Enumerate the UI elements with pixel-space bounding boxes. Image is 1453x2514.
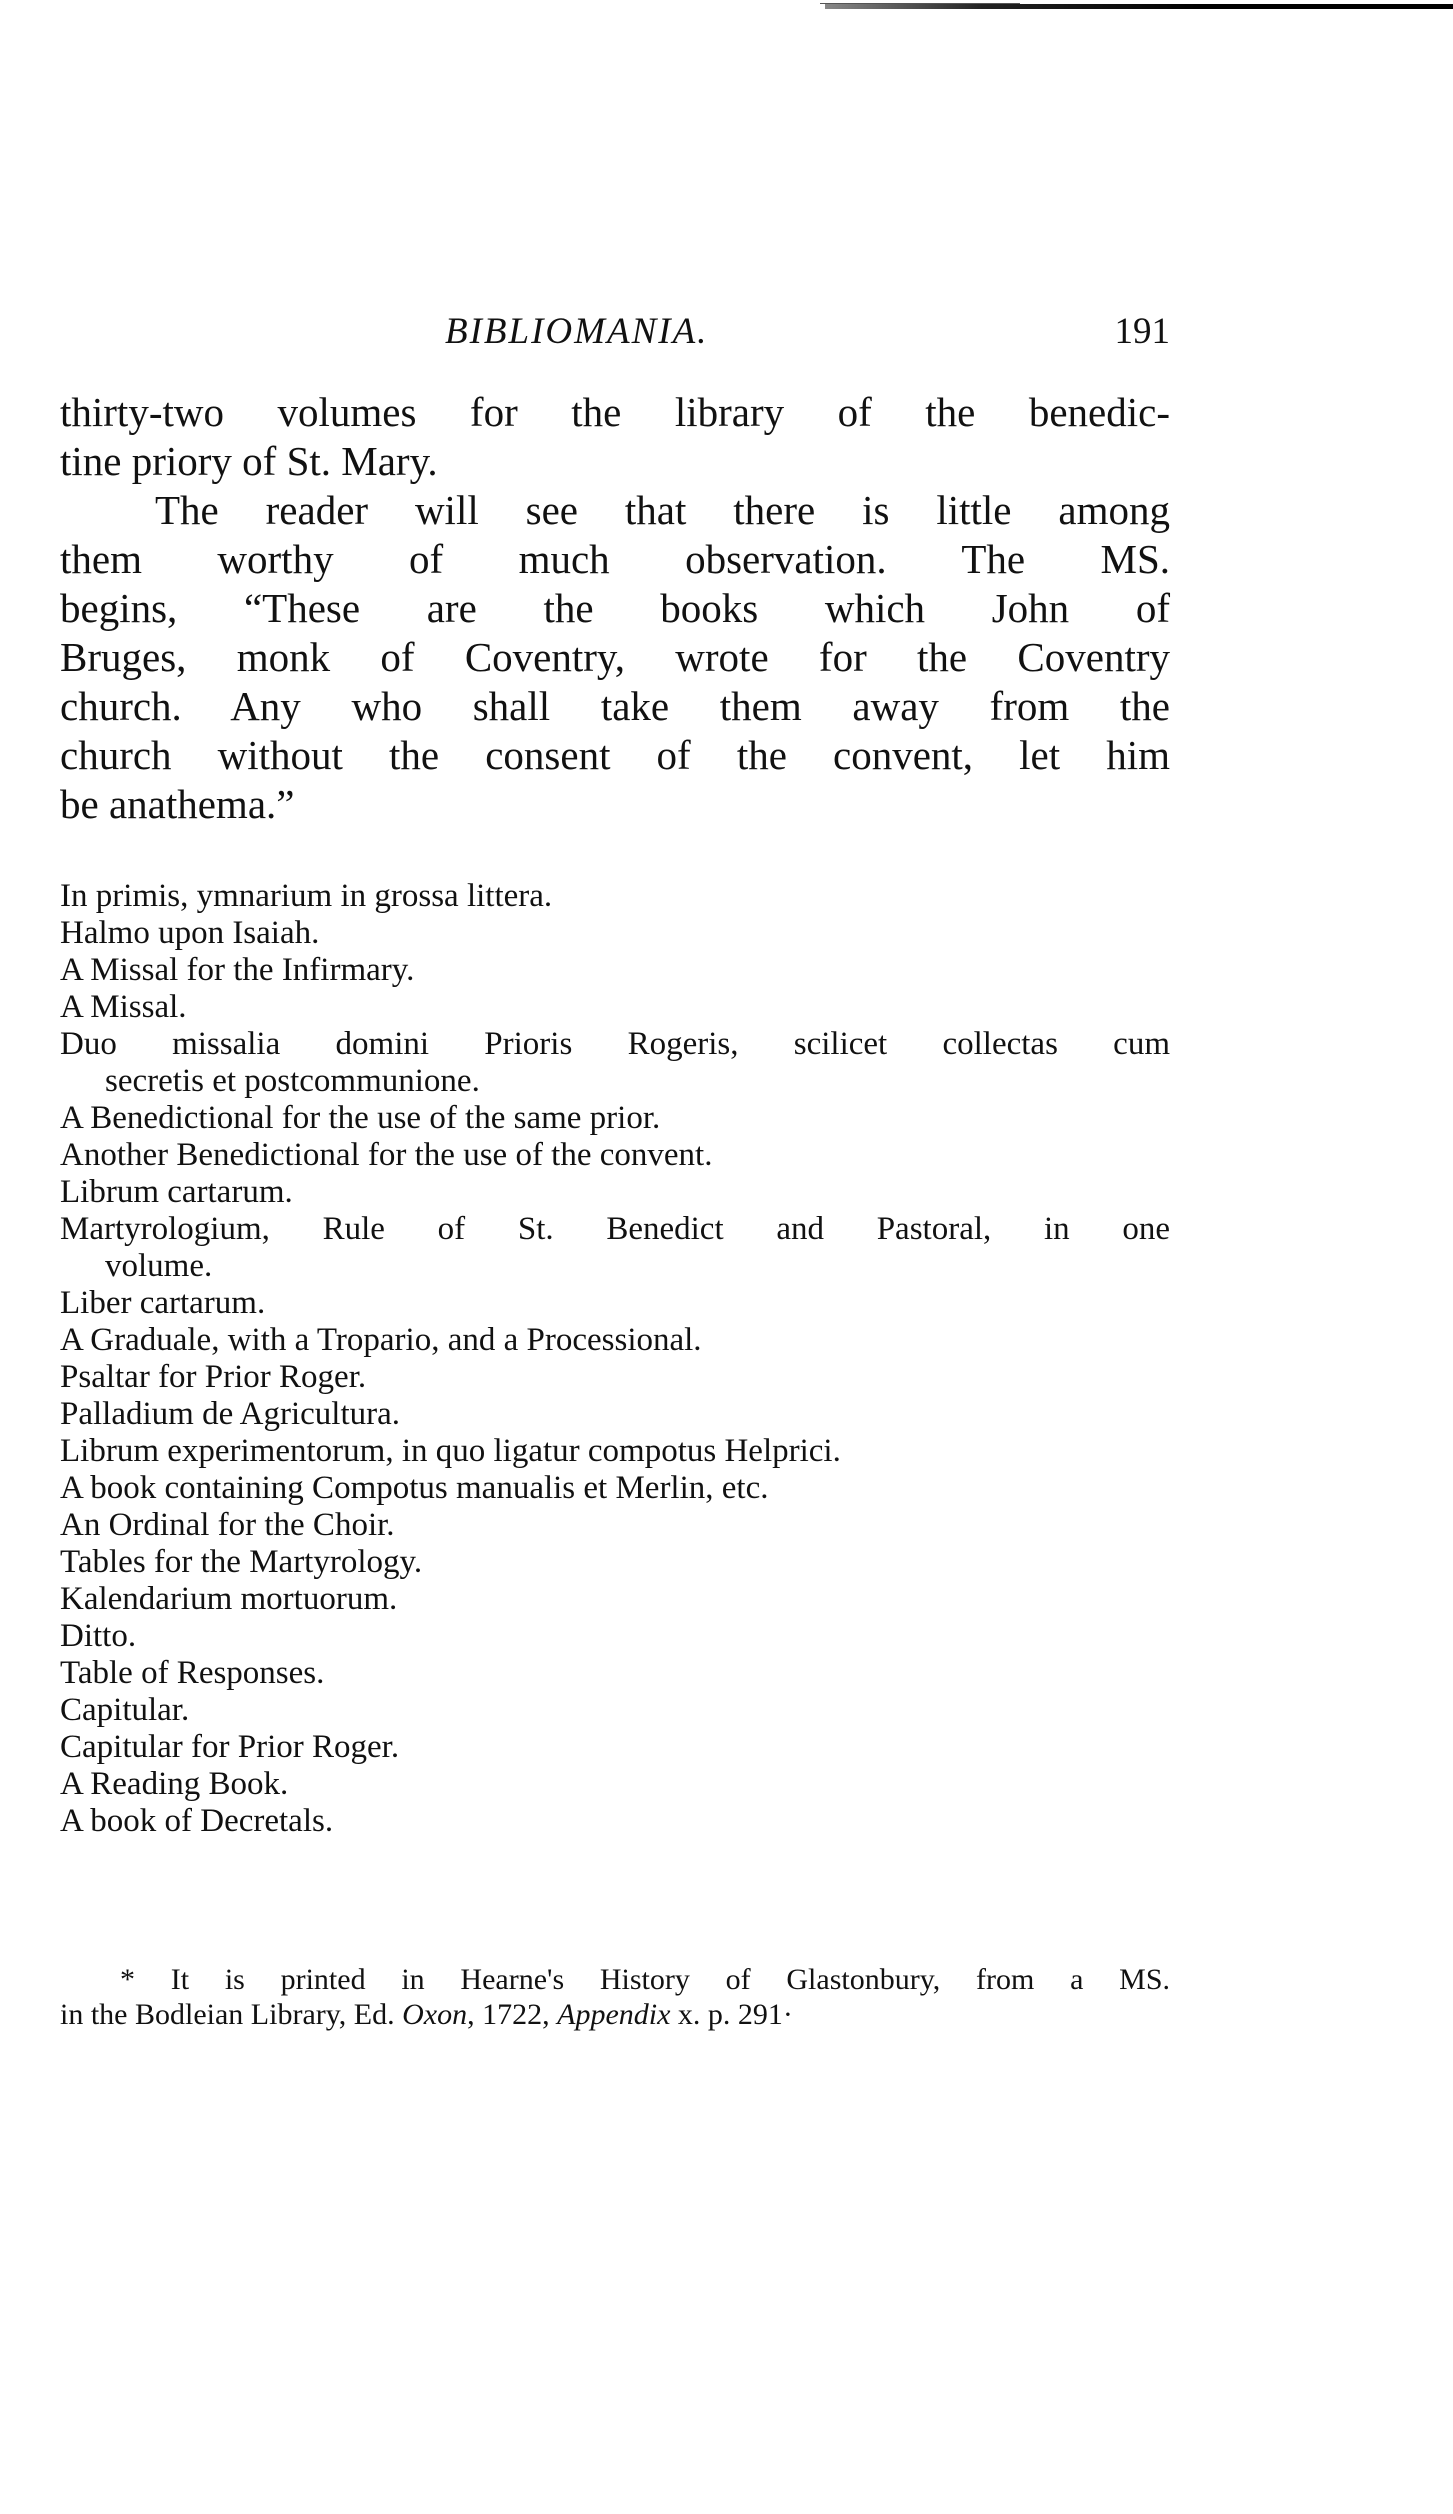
page-number: 191 [1114, 311, 1170, 352]
list-item: A Missal. [60, 989, 187, 1025]
footnote-text: It is printed in Hearne's History of Glastonbury, from a MS. [170, 1963, 1170, 1996]
list-item: Martyrologium, Rule of St. Benedict and Pastoral, in one [60, 1211, 1170, 1247]
list-item: A Graduale, with a Tropario, and a Processional. [60, 1322, 702, 1358]
list-item: Another Benedictional for the use of the convent. [60, 1137, 713, 1173]
list-item: In primis, ymnarium in grossa littera. [60, 878, 553, 914]
footnote-text: x. p. 291· [670, 1998, 793, 2031]
scan-edge-rule [825, 4, 1453, 9]
list-item: Palladium de Agricultura. [60, 1396, 401, 1432]
list-item: Psaltar for Prior Roger. [60, 1359, 367, 1395]
footnote-line-2 [60, 1997, 1170, 2032]
footnote-line-1 [120, 1962, 1170, 1997]
list-item-continuation: secretis et postcommunione. [105, 1063, 480, 1099]
list-item: Kalendarium mortuorum. [60, 1581, 398, 1617]
text-line: The reader will see that there is little among [155, 487, 1170, 533]
list-item: Ditto. [60, 1618, 137, 1654]
footnote-text: in the Bodleian Library, Ed. [60, 1998, 403, 2031]
text-line: begins, “These are the books which John of [60, 585, 1170, 631]
footnote-marker: * [120, 1963, 135, 1996]
text-line: thirty-two volumes for the library of the benedic- [60, 389, 1170, 435]
text-line: church. Any who shall take them away from the [60, 683, 1170, 729]
text-line: be anathema.” [60, 781, 295, 827]
list-item: Duo missalia domini Prioris Rogeris, scilicet collectas cum [60, 1026, 1170, 1062]
text-line: church without the consent of the convent, let him [60, 732, 1170, 778]
list-item: A Benedictional for the use of the same prior. [60, 1100, 661, 1136]
running-head [60, 306, 1170, 358]
text-line: them worthy of much observation. The MS. [60, 536, 1170, 582]
footnote-italic-oxon: Oxon [402, 1998, 468, 2031]
text-line: Bruges, monk of Coventry, wrote for the Coventry [60, 634, 1170, 680]
running-title: BIBLIOMANIA. [445, 311, 709, 352]
text-line: tine priory of St. Mary. [60, 438, 438, 484]
list-item: Table of Responses. [60, 1655, 325, 1691]
list-item: Halmo upon Isaiah. [60, 915, 320, 951]
list-item: Liber cartarum. [60, 1285, 266, 1321]
list-item: A book containing Compotus manualis et Merlin, etc. [60, 1470, 769, 1506]
list-item: Tables for the Martyrology. [60, 1544, 423, 1580]
list-item: A book of Decretals. [60, 1803, 334, 1839]
list-item: Capitular. [60, 1692, 190, 1728]
list-item: An Ordinal for the Choir. [60, 1507, 395, 1543]
list-item: Librum experimentorum, in quo ligatur compotus Helprici. [60, 1433, 841, 1469]
list-item: A Reading Book. [60, 1766, 289, 1802]
list-item: A Missal for the Infirmary. [60, 952, 415, 988]
footnote-italic-appendix: Appendix [557, 1998, 671, 2031]
list-item: Capitular for Prior Roger. [60, 1729, 400, 1765]
list-item: Librum cartarum. [60, 1174, 293, 1210]
footnote-text: , 1722, [467, 1998, 558, 2031]
list-item-continuation: volume. [105, 1248, 213, 1284]
